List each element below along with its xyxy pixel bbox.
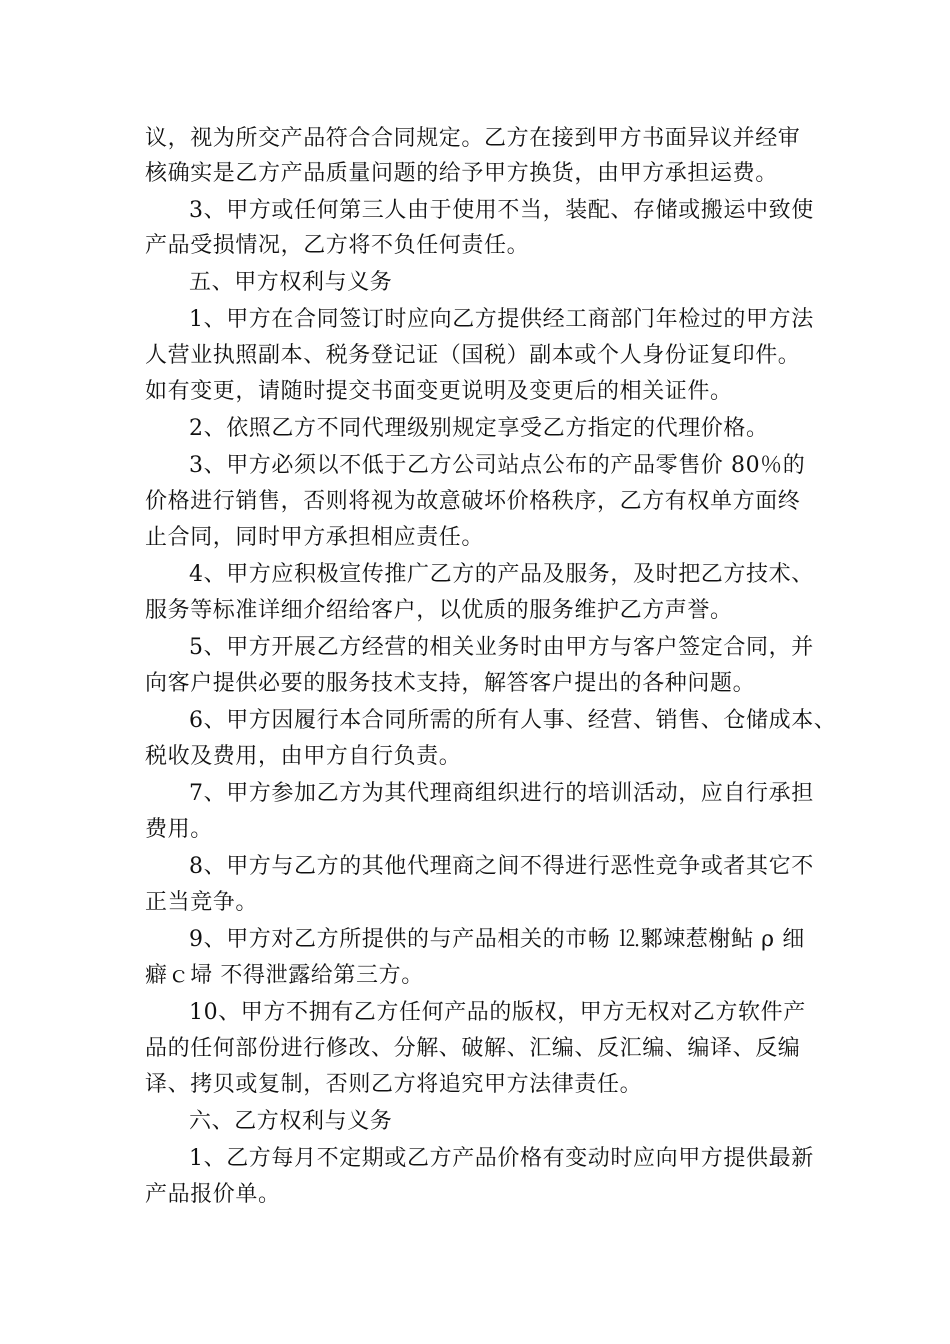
text-line: 5、甲方开展乙方经营的相关业务时由甲方与客户签定合同，并 [189,635,814,660]
text-line: 核确实是乙方产品质量问题的给予甲方换货，由甲方承担运费。 [145,161,778,186]
text-line: 6、甲方因履行本合同所需的所有人事、经营、销售、仓储成本、 [189,708,837,733]
text-line: 3、甲方或任何第三人由于使用不当，装配、存储或搬运中致使 [189,198,814,223]
section-heading: 五、甲方权利与义务 [189,270,393,295]
text-line: 1、乙方每月不定期或乙方产品价格有变动时应向甲方提供最新 [189,1146,814,1171]
text-line: 如有变更，请随时提交书面变更说明及变更后的相关证件。 [145,379,733,404]
text-line: 向客户提供必要的服务技术支持，解答客户提出的各种问题。 [145,671,756,696]
text-line: 价格进行销售，否则将视为故意破坏价格秩序，乙方有权单方面终 [145,489,801,514]
text-line: 8、甲方与乙方的其他代理商之间不得进行恶性竞争或者其它不 [189,854,814,879]
text-line: 品的任何部份进行修改、分解、破解、汇编、反汇编、编译、反编 [145,1036,801,1061]
text-line: 10、甲方不拥有乙方任何产品的版权，甲方无权对乙方软件产 [189,1000,806,1025]
text-line: 正当竞争。 [145,890,259,915]
text-line: 7、甲方参加乙方为其代理商组织进行的培训活动，应自行承担 [189,781,814,806]
text-line: 产品受损情况，乙方将不负任何责任。 [145,233,530,258]
text-line: 4、甲方应积极宣传推广乙方的产品及服务，及时把乙方技术、 [189,562,814,587]
text-line: 止合同，同时甲方承担相应责任。 [145,525,485,550]
text-line: 译、拷贝或复制，否则乙方将追究甲方法律责任。 [145,1072,643,1097]
text-line: 议，视为所交产品符合合同规定。乙方在接到甲方书面异议并经审 [145,126,801,151]
section-heading: 六、乙方权利与义务 [189,1109,393,1134]
text-line: 税收及费用，由甲方自行负责。 [145,744,462,769]
text-line: 2、依照乙方不同代理级别规定享受乙方指定的代理价格。 [189,416,769,441]
text-line: 9、甲方对乙方所提供的与产品相关的市畅 ⒓鄹竦惹榭鲇 ρ 细 [189,927,805,952]
text-line: 人营业执照副本、税务登记证（国税）副本或个人身份证复印件。 [145,343,801,368]
text-line: 费用。 [145,817,213,842]
text-line: 服务等标准详细介绍给客户，以优质的服务维护乙方声誉。 [145,598,733,623]
text-line: 3、甲方必须以不低于乙方公司站点公布的产品零售价 80％的 [189,453,806,478]
text-line: 癖ｃ埽 不得泄露给第三方。 [145,963,424,988]
text-line: 1、甲方在合同签订时应向乙方提供经工商部门年检过的甲方法 [189,307,814,332]
text-line: 产品报价单。 [145,1182,281,1207]
